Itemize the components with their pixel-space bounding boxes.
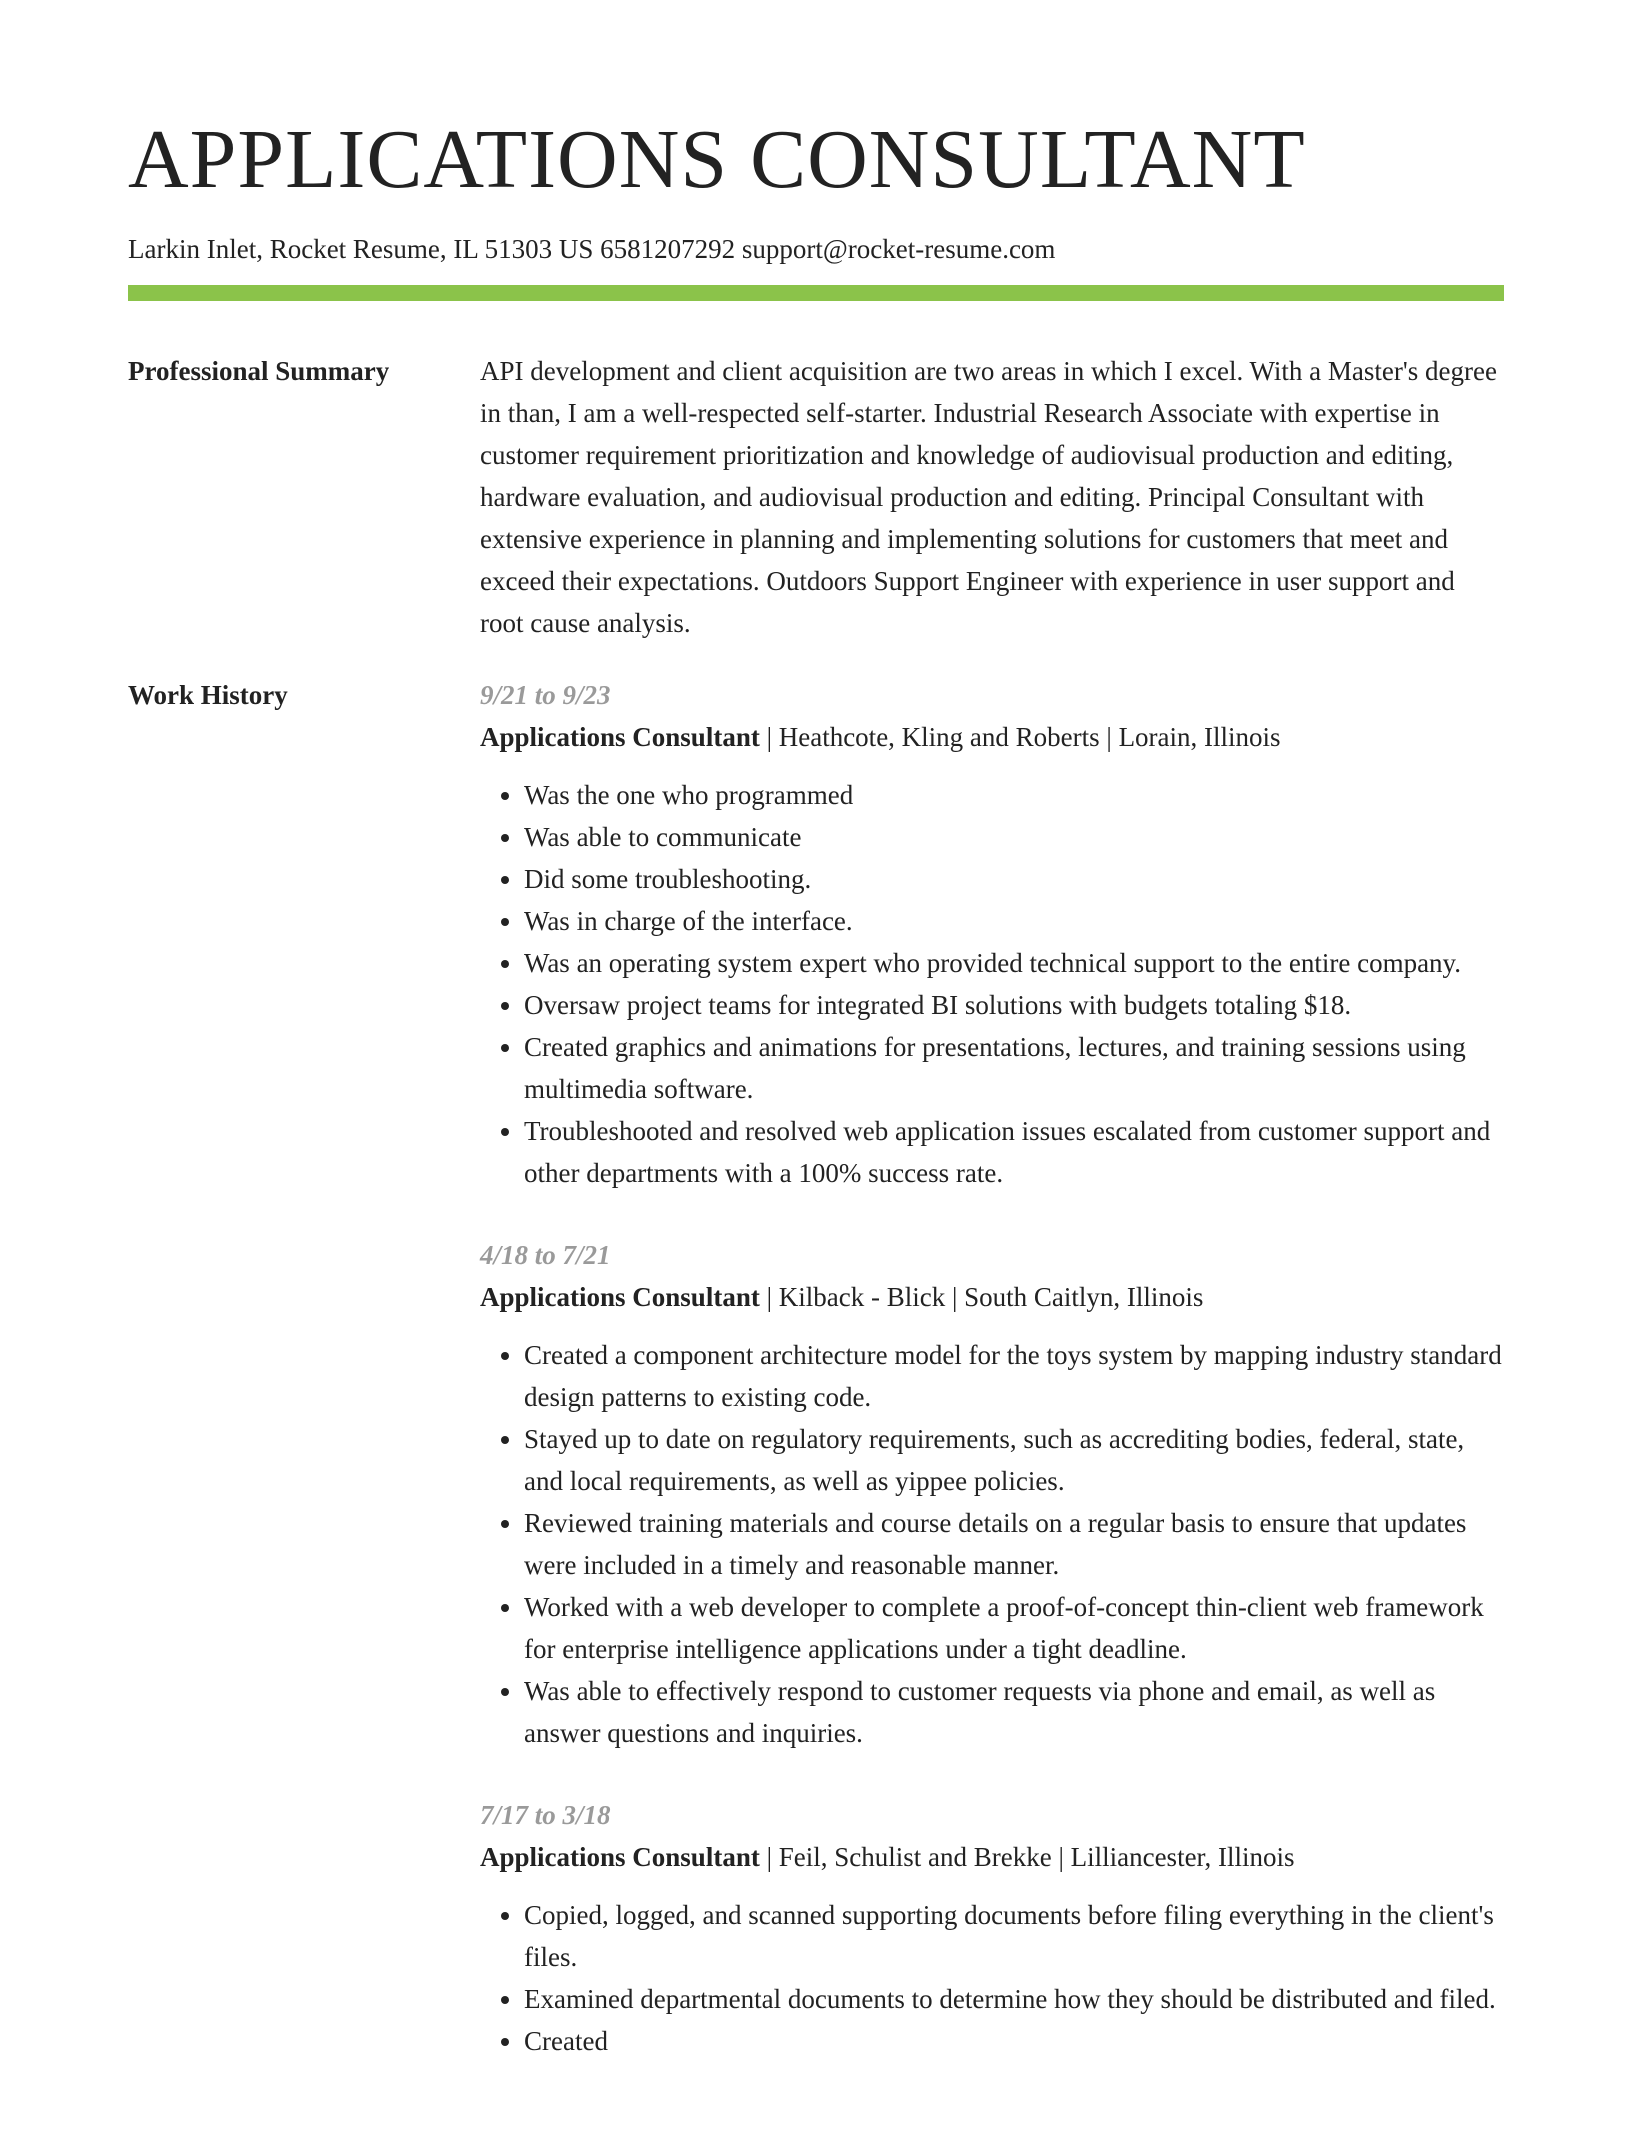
duty-item: • Created graphics and animations for presentations, lectures, and training sessions using multimedia software. (524, 1026, 1504, 1110)
section-body (480, 350, 1504, 644)
duty-item: • Did some troubleshooting. (524, 858, 1504, 900)
duty-item: • Copied, logged, and scanned supporting documents before filing everything in the client's files. (524, 1894, 1504, 1978)
job-dates: 4/18 to 7/21 (480, 1240, 611, 1270)
job-company: Heathcote, Kling and Roberts (778, 722, 1100, 752)
job-title: Applications Consultant (480, 1282, 760, 1312)
job-dates: 7/17 to 3/18 (480, 1800, 611, 1830)
job-location: Lilliancester, Illinois (1070, 1842, 1295, 1872)
duty-list (480, 1334, 1504, 1754)
duty-list (480, 774, 1504, 1194)
section-professional-summary (128, 350, 1504, 644)
duty-item: • Examined departmental documents to determine how they should be distributed and filed. (524, 1978, 1504, 2020)
job-title: Applications Consultant (480, 1842, 760, 1872)
contact-line: Larkin Inlet, Rocket Resume, IL 51303 US 6581207292 support@rocket-resume.com (128, 234, 1056, 264)
job-dates: 9/21 to 9/23 (480, 680, 611, 710)
duty-item: • Was able to effectively respond to customer requests via phone and email, as well as answer questions and inquiries. (524, 1670, 1504, 1754)
job-heading (480, 1836, 1504, 1878)
section-label: Work History (128, 680, 288, 710)
separator: | (1099, 722, 1119, 752)
separator: | (1051, 1842, 1071, 1872)
job-company: Feil, Schulist and Brekke (778, 1842, 1052, 1872)
section-work-history (128, 674, 1504, 2102)
duty-item: • Was in charge of the interface. (524, 900, 1504, 942)
separator: | (759, 722, 779, 752)
duty-item: • Troubleshooted and resolved web application issues escalated from customer support and other departments with a 100% success rate. (524, 1110, 1504, 1194)
duty-item: • Created (524, 2020, 1504, 2062)
resume-title: APPLICATIONS CONSULTANT (128, 113, 1306, 206)
accent-divider (128, 285, 1504, 301)
duty-item: • Was able to communicate (524, 816, 1504, 858)
job-company: Kilback - Blick (778, 1282, 946, 1312)
job-entry (480, 674, 1504, 1194)
duty-item: • Was an operating system expert who provided technical support to the entire company. (524, 942, 1504, 984)
duty-item: • Oversaw project teams for integrated BI solutions with budgets totaling $18. (524, 984, 1504, 1026)
duty-item: • Created a component architecture model for the toys system by mapping industry standard design patterns to existing code. (524, 1334, 1504, 1418)
duty-list (480, 1894, 1504, 2062)
section-label: Professional Summary (128, 356, 390, 386)
resume-content (128, 350, 1504, 2132)
job-heading (480, 716, 1504, 758)
duty-item: • Stayed up to date on regulatory requirements, such as accrediting bodies, federal, state, and local requirements, as well as yippee policies. (524, 1418, 1504, 1502)
duty-item: • Worked with a web developer to complete a proof-of-concept thin-client web framework for enterprise intelligence applications under a tight deadline. (524, 1586, 1504, 1670)
job-location: South Caitlyn, Illinois (964, 1282, 1204, 1312)
summary-text: API development and client acquisition are two areas in which I excel. With a Master's degree in than, I am a well-respected self-starter. Industrial Research Associate with expertise in customer requirement prioritization and knowledge of audiovisual production and editing, hardware evaluation, and audiovisual production and editing. Principal Consultant with extensive experience in planning and implementing solutions for customers that meet and exceed their expectations. Outdoors Support Engineer with experience in user support and root cause analysis. (480, 356, 1497, 638)
separator: | (759, 1842, 779, 1872)
job-heading (480, 1276, 1504, 1318)
job-entry (480, 1794, 1504, 2062)
duty-item: • Was the one who programmed (524, 774, 1504, 816)
separator: | (759, 1282, 779, 1312)
separator: | (945, 1282, 965, 1312)
job-location: Lorain, Illinois (1118, 722, 1281, 752)
job-title: Applications Consultant (480, 722, 760, 752)
job-list (480, 674, 1504, 2102)
duty-item: • Reviewed training materials and course details on a regular basis to ensure that updates were included in a timely and reasonable manner. (524, 1502, 1504, 1586)
job-entry (480, 1234, 1504, 1754)
